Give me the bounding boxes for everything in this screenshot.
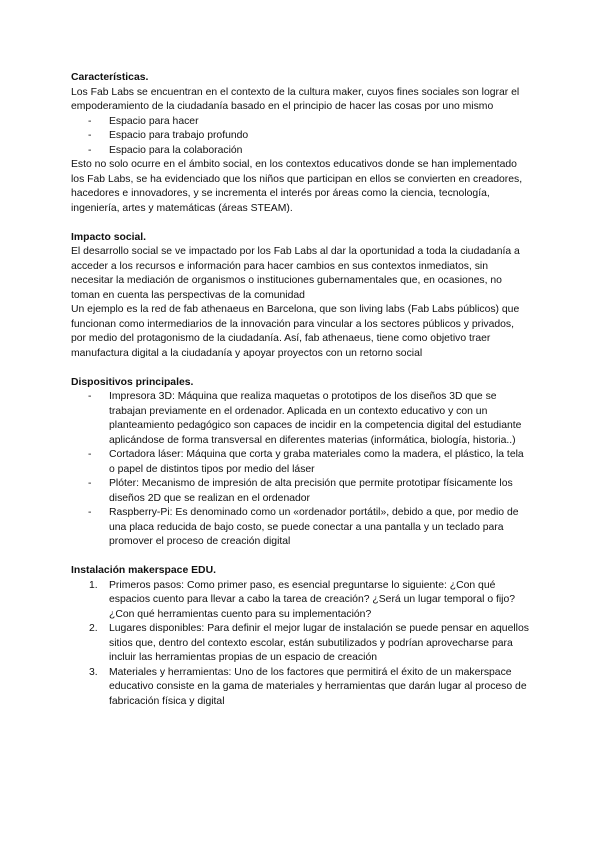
list-item-text: Espacio para la colaboración xyxy=(109,144,243,156)
dash-marker: - xyxy=(88,507,92,518)
list-item-text: Cortadora láser: Máquina que corta y graba materiales como la madera, el plástico, la tela o papel de distintos tipos por medio del láser xyxy=(109,449,524,475)
list-caracteristicas xyxy=(71,115,529,159)
list-item xyxy=(71,390,529,448)
spacer xyxy=(71,550,529,565)
dash-marker: - xyxy=(88,449,92,460)
list-item-text: Raspberry-Pi: Es denominado como un «ordenador portátil», debido a que, por medio de una placa reducida de bajo costo, se puede conectar a una pantalla y un teclado para promover el proceso de creación digital xyxy=(109,507,519,547)
list-item xyxy=(71,115,529,130)
heading-instalacion: Instalación makerspace EDU. xyxy=(71,565,216,576)
list-item-text: Plóter: Mecanismo de impresión de alta precisión que permite prototipar físicamente los diseños 2D que se realizan en el ordenador xyxy=(109,478,513,504)
list-item xyxy=(71,477,529,506)
list-item-text: Espacio para hacer xyxy=(109,115,199,127)
list-item-text: Primeros pasos: Como primer paso, es esencial preguntarse lo siguiente: ¿Con qué espacios cuento para llevar a cabo la tarea de creación? ¿Será un lugar temporal o fijo? ¿Con qué herramientas cuento para su implementación? xyxy=(109,579,516,620)
dash-marker: - xyxy=(88,144,92,156)
number-marker: 2. xyxy=(89,623,98,634)
paragraph-caracteristicas-intro: Los Fab Labs se encuentran en el contexto de la cultura maker, cuyos fines sociales son lograr el empoderamiento de la ciudadanía basado en el principio de hacer las cosas por uno mismo xyxy=(71,86,520,112)
heading-caracteristicas: Características. xyxy=(71,72,149,83)
list-item xyxy=(71,666,529,710)
list-item xyxy=(71,622,529,666)
list-item xyxy=(71,129,529,144)
spacer xyxy=(71,361,529,376)
list-instalacion xyxy=(71,579,529,710)
list-dispositivos xyxy=(71,390,529,550)
list-item-text: Espacio para trabajo profundo xyxy=(109,130,249,141)
list-item xyxy=(71,144,529,159)
list-item-text: Lugares disponibles: Para definir el mejor lugar de instalación se puede pensar en aquellos sitios que, dentro del contexto escolar, están subutilizados y podrían aprovecharse para incluir las herramientas propias de un espacio de creación xyxy=(109,623,529,663)
paragraph-impacto-2: Un ejemplo es la red de fab athenaeus en Barcelona, que son living labs (Fab Labs públicos) que funcionan como intermediarios de la innovación para vincular a los sectores públicos y privados, por medio del protagonismo de la ciudadanía. Así, fab athenaeus, tiene como objetivo traer manufactura digital a la ciudadanía y apoyar proyectos con un retorno social xyxy=(71,304,520,359)
dash-marker: - xyxy=(88,478,92,489)
spacer xyxy=(71,216,529,231)
dash-marker: - xyxy=(88,391,92,402)
heading-impacto: Impacto social. xyxy=(71,231,147,243)
list-item xyxy=(71,579,529,623)
paragraph-caracteristicas-after: Esto no solo ocurre en el ámbito social, en los contextos educativos donde se han implementado los Fab Labs, se ha evidenciado que los niños que participan en ellos se convierten en creadores, hacedores e innovadores, y se incrementa el interés por áreas como la ciencia, tecnología, ingeniería, artes y matemáticas (áreas STEAM). xyxy=(71,159,523,214)
number-marker: 1. xyxy=(89,579,98,591)
list-item xyxy=(71,506,529,550)
heading-dispositivos: Dispositivos principales. xyxy=(71,376,194,388)
dash-marker: - xyxy=(88,115,92,127)
list-item-text: Materiales y herramientas: Uno de los factores que permitirá el éxito de un makerspace educativo consiste en la gama de materiales y herramientas que darán lugar al proceso de fabricación física y digital xyxy=(109,666,527,707)
number-marker: 3. xyxy=(89,666,98,678)
paragraph-impacto-1: El desarrollo social se ve impactado por los Fab Labs al dar la oportunidad a toda la ciudadanía a acceder a los recursos e información para hacer cambios en sus contextos inmediatos, sin necesitar la mediación de organismos o instituciones gubernamentales que, en ocasiones, no toman en cuenta las perspectivas de la comunidad xyxy=(71,246,520,301)
document-page xyxy=(71,71,529,709)
list-item xyxy=(71,448,529,477)
dash-marker: - xyxy=(88,130,92,141)
list-item-text: Impresora 3D: Máquina que realiza maquetas o prototipos de los diseños 3D que se trabajan previamente en el ordenador. Aplicada en un contexto educativo y con un planteamiento pedagógico son capaces de incidir en la competencia digital del estudiante aplicándose de forma transversal en diferentes materias (informática, biología, historia..) xyxy=(109,391,522,446)
